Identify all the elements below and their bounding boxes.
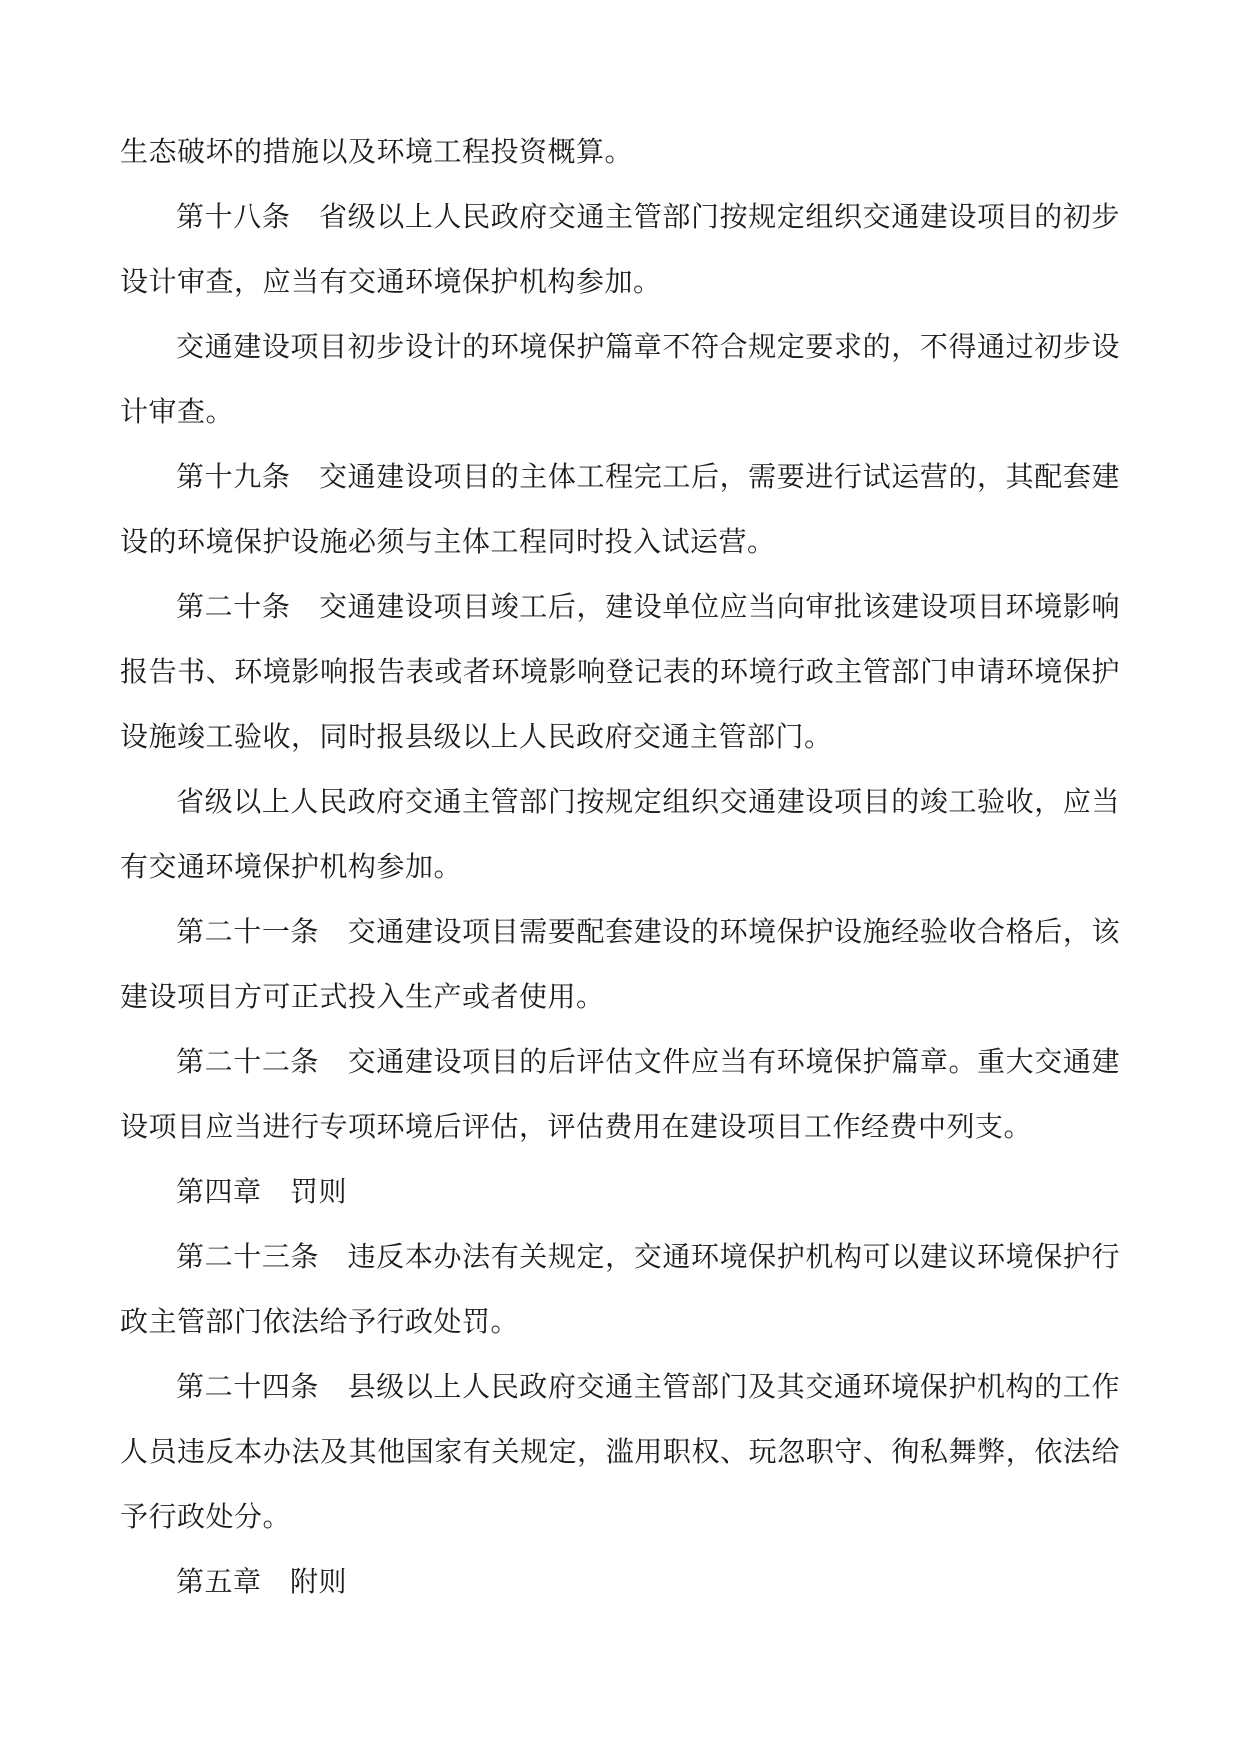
paragraph-article-22: 第二十二条 交通建设项目的后评估文件应当有环境保护篇章。重大交通建设项目应当进行专项环境后评估，评估费用在建设项目工作经费中列支。 <box>120 1045 1120 1143</box>
document-body <box>120 119 1120 1614</box>
paragraph-continuation: 生态破坏的措施以及环境工程投资概算。 <box>120 135 634 168</box>
paragraph-article-18-clause-2: 交通建设项目初步设计的环境保护篇章不符合规定要求的，不得通过初步设计审查。 <box>120 330 1120 428</box>
chapter-heading-4: 第四章 罚则 <box>176 1175 348 1208</box>
paragraph-article-23: 第二十三条 违反本办法有关规定，交通环境保护机构可以建议环境保护行政主管部门依法给予行政处罚。 <box>120 1240 1120 1338</box>
paragraph-article-21: 第二十一条 交通建设项目需要配套建设的环境保护设施经验收合格后，该建设项目方可正式投入生产或者使用。 <box>120 915 1120 1013</box>
paragraph-article-19: 第十九条 交通建设项目的主体工程完工后，需要进行试运营的，其配套建设的环境保护设施必须与主体工程同时投入试运营。 <box>120 460 1120 558</box>
paragraph-article-20-clause-2: 省级以上人民政府交通主管部门按规定组织交通建设项目的竣工验收，应当有交通环境保护机构参加。 <box>120 785 1120 883</box>
chapter-heading-5: 第五章 附则 <box>176 1565 348 1598</box>
paragraph-article-24: 第二十四条 县级以上人民政府交通主管部门及其交通环境保护机构的工作人员违反本办法及其他国家有关规定，滥用职权、玩忽职守、徇私舞弊，依法给予行政处分。 <box>120 1370 1120 1533</box>
paragraph-article-20: 第二十条 交通建设项目竣工后，建设单位应当向审批该建设项目环境影响报告书、环境影响报告表或者环境影响登记表的环境行政主管部门申请环境保护设施竣工验收，同时报县级以上人民政府交通主管部门。 <box>120 590 1120 753</box>
paragraph-article-18: 第十八条 省级以上人民政府交通主管部门按规定组织交通建设项目的初步设计审查，应当有交通环境保护机构参加。 <box>120 200 1120 298</box>
